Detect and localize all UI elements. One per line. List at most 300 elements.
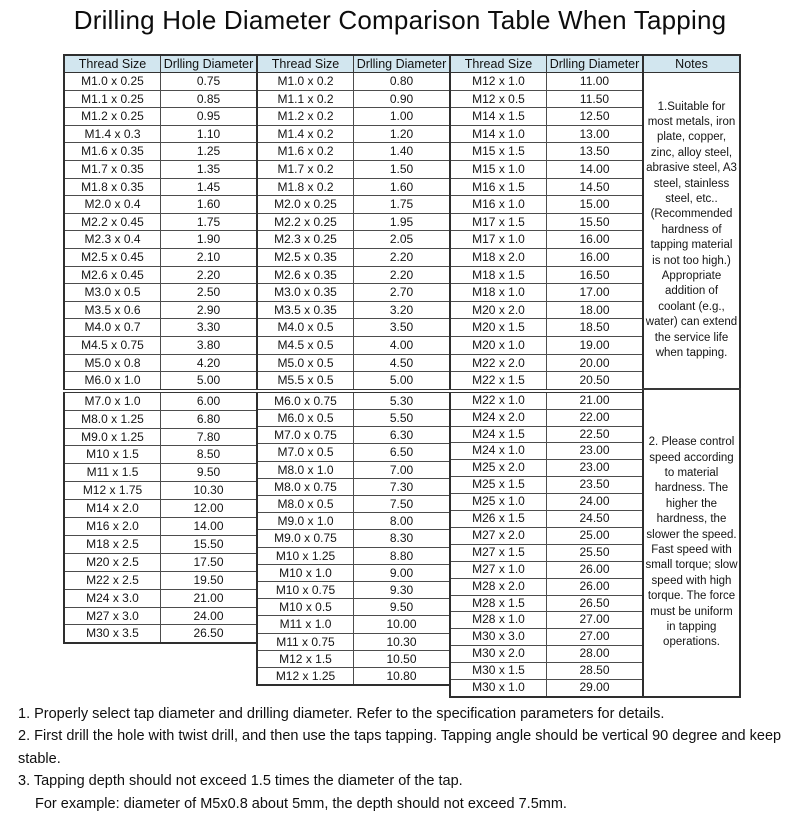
thread-size-cell: M30 x 2.0 <box>450 646 547 663</box>
table-row <box>450 680 643 697</box>
thread-size-cell: M5.5 x 0.5 <box>257 372 354 391</box>
table-row <box>64 535 257 553</box>
drilling-diameter-cell: 29.00 <box>547 680 644 697</box>
notes-column-header: Notes <box>643 55 740 73</box>
thread-size-cell: M27 x 2.0 <box>450 527 547 544</box>
thread-size-cell: M18 x 1.5 <box>450 266 547 284</box>
thread-size-cell: M1.2 x 0.2 <box>257 108 354 126</box>
drilling-diameter-cell: 6.00 <box>161 391 258 410</box>
table-row <box>257 354 450 372</box>
drilling-diameter-header: Drlling Diameter <box>547 55 644 73</box>
footer-note-2: 2. First drill the hole with twist drill, and then use the taps tapping. Tapping angle should be vertical 90 degree and keep stable. <box>18 728 782 767</box>
thread-size-cell: M25 x 1.0 <box>450 494 547 511</box>
table-row <box>450 511 643 528</box>
table-row <box>450 372 643 391</box>
drilling-diameter-cell: 17.50 <box>161 553 258 571</box>
thread-size-cell: M20 x 2.0 <box>450 301 547 319</box>
table-row <box>257 547 450 564</box>
thread-table-2 <box>256 54 451 686</box>
thread-size-cell: M3.5 x 0.35 <box>257 301 354 319</box>
table-row <box>450 426 643 443</box>
table-row <box>64 231 257 249</box>
table-row <box>257 372 450 391</box>
table-row <box>64 319 257 337</box>
table-row <box>450 178 643 196</box>
thread-size-cell: M14 x 1.0 <box>450 125 547 143</box>
table-row <box>257 231 450 249</box>
table-row <box>450 629 643 646</box>
drilling-diameter-cell: 26.00 <box>547 578 644 595</box>
thread-size-cell: M5.0 x 0.8 <box>64 354 161 372</box>
drilling-diameter-cell: 2.10 <box>161 248 258 266</box>
thread-size-cell: M7.0 x 1.0 <box>64 391 161 410</box>
thread-size-cell: M1.7 x 0.2 <box>257 160 354 178</box>
table-row <box>450 143 643 161</box>
table-row <box>450 578 643 595</box>
thread-size-cell: M3.0 x 0.5 <box>64 284 161 302</box>
drilling-diameter-cell: 9.00 <box>354 564 451 581</box>
thread-size-cell: M16 x 2.0 <box>64 518 161 536</box>
table-row <box>257 319 450 337</box>
thread-size-cell: M2.6 x 0.35 <box>257 266 354 284</box>
thread-size-cell: M17 x 1.0 <box>450 231 547 249</box>
table-row <box>257 427 450 444</box>
thread-size-cell: M1.1 x 0.25 <box>64 90 161 108</box>
thread-size-cell: M30 x 1.5 <box>450 663 547 680</box>
table-row <box>64 410 257 428</box>
thread-size-cell: M3.0 x 0.35 <box>257 284 354 302</box>
thread-size-cell: M14 x 2.0 <box>64 500 161 518</box>
table-row <box>64 301 257 319</box>
drilling-diameter-cell: 15.50 <box>547 213 644 231</box>
comparison-table-group <box>63 54 741 698</box>
thread-size-cell: M12 x 0.5 <box>450 90 547 108</box>
thread-size-cell: M27 x 3.0 <box>64 607 161 625</box>
drilling-diameter-cell: 8.80 <box>354 547 451 564</box>
table-row <box>450 284 643 302</box>
drilling-diameter-cell: 6.30 <box>354 427 451 444</box>
drilling-diameter-cell: 2.20 <box>354 248 451 266</box>
table-row <box>257 667 450 685</box>
drilling-diameter-cell: 2.20 <box>354 266 451 284</box>
table-row <box>450 354 643 372</box>
thread-size-cell: M2.2 x 0.25 <box>257 213 354 231</box>
thread-size-cell: M10 x 1.0 <box>257 564 354 581</box>
drilling-diameter-cell: 28.00 <box>547 646 644 663</box>
thread-size-cell: M20 x 1.5 <box>450 319 547 337</box>
table-row <box>64 482 257 500</box>
table-row <box>257 478 450 495</box>
drilling-diameter-cell: 1.45 <box>161 178 258 196</box>
notes-column <box>642 54 741 698</box>
drilling-diameter-cell: 1.25 <box>161 143 258 161</box>
table-row <box>450 319 643 337</box>
table-row <box>257 108 450 126</box>
drilling-diameter-cell: 1.75 <box>161 213 258 231</box>
table-row <box>64 108 257 126</box>
thread-size-cell: M22 x 1.0 <box>450 391 547 409</box>
thread-size-cell: M11 x 1.5 <box>64 464 161 482</box>
drilling-diameter-cell: 10.80 <box>354 667 451 685</box>
thread-size-cell: M11 x 1.0 <box>257 616 354 633</box>
page-title: Drilling Hole Diameter Comparison Table When Tapping <box>73 5 727 35</box>
table-row <box>450 73 643 91</box>
drilling-diameter-cell: 5.00 <box>161 372 258 391</box>
thread-size-cell: M8.0 x 0.5 <box>257 495 354 512</box>
table-row <box>450 90 643 108</box>
drilling-diameter-cell: 27.00 <box>547 612 644 629</box>
table-row <box>64 372 257 391</box>
drilling-diameter-cell: 1.35 <box>161 160 258 178</box>
drilling-diameter-cell: 5.30 <box>354 391 451 410</box>
thread-size-cell: M27 x 1.0 <box>450 561 547 578</box>
table-row <box>257 301 450 319</box>
drilling-diameter-cell: 1.95 <box>354 213 451 231</box>
table-row <box>257 461 450 478</box>
drilling-diameter-cell: 10.00 <box>354 616 451 633</box>
thread-size-cell: M6.0 x 1.0 <box>64 372 161 391</box>
drilling-diameter-cell: 6.50 <box>354 444 451 461</box>
thread-size-cell: M1.4 x 0.3 <box>64 125 161 143</box>
table-row <box>64 266 257 284</box>
thread-size-cell: M15 x 1.5 <box>450 143 547 161</box>
thread-size-cell: M25 x 2.0 <box>450 460 547 477</box>
table-row <box>450 460 643 477</box>
table-row <box>64 196 257 214</box>
table-row <box>257 650 450 667</box>
table-row <box>257 444 450 461</box>
thread-size-cell: M1.0 x 0.25 <box>64 73 161 91</box>
thread-size-cell: M8.0 x 0.75 <box>257 478 354 495</box>
thread-size-cell: M6.0 x 0.75 <box>257 391 354 410</box>
drilling-diameter-cell: 2.70 <box>354 284 451 302</box>
header-row <box>257 55 450 73</box>
drilling-diameter-cell: 16.00 <box>547 248 644 266</box>
drilling-diameter-cell: 1.50 <box>354 160 451 178</box>
thread-size-cell: M9.0 x 1.25 <box>64 428 161 446</box>
thread-size-cell: M12 x 1.5 <box>257 650 354 667</box>
table-row <box>64 284 257 302</box>
drilling-diameter-cell: 8.50 <box>161 446 258 464</box>
drilling-diameter-cell: 0.75 <box>161 73 258 91</box>
drilling-diameter-cell: 4.20 <box>161 354 258 372</box>
table-row <box>64 160 257 178</box>
table-row <box>257 90 450 108</box>
thread-size-cell: M25 x 1.5 <box>450 477 547 494</box>
drilling-diameter-cell: 20.00 <box>547 354 644 372</box>
thread-size-cell: M10 x 0.5 <box>257 599 354 616</box>
drilling-diameter-cell: 10.30 <box>161 482 258 500</box>
drilling-diameter-cell: 14.00 <box>161 518 258 536</box>
note-text-1: 1.Suitable for most metals, iron plate, copper, zinc, alloy steel, abrasive steel, A3 steel, stainless steel, etc..(Recommended hardness of tapping material is not too high.) Appropriate addition of coolant (e.g., water) can extend the service life when tapping. <box>643 73 740 390</box>
thread-size-cell: M6.0 x 0.5 <box>257 409 354 426</box>
thread-size-cell: M24 x 2.0 <box>450 409 547 426</box>
table-row <box>257 599 450 616</box>
thread-size-header: Thread Size <box>257 55 354 73</box>
thread-size-cell: M2.5 x 0.35 <box>257 248 354 266</box>
thread-size-cell: M12 x 1.0 <box>450 73 547 91</box>
table-row <box>450 544 643 561</box>
drilling-diameter-cell: 1.40 <box>354 143 451 161</box>
table-row <box>257 143 450 161</box>
thread-size-cell: M2.3 x 0.4 <box>64 231 161 249</box>
drilling-diameter-cell: 21.00 <box>547 391 644 409</box>
footer-notes <box>18 703 790 815</box>
drilling-diameter-cell: 16.50 <box>547 266 644 284</box>
table-row <box>257 125 450 143</box>
drilling-diameter-cell: 2.50 <box>161 284 258 302</box>
thread-size-cell: M2.0 x 0.4 <box>64 196 161 214</box>
table-row <box>257 178 450 196</box>
drilling-diameter-cell: 26.50 <box>161 625 258 643</box>
drilling-diameter-cell: 9.50 <box>161 464 258 482</box>
notes-header-row <box>643 55 740 73</box>
table-row <box>257 495 450 512</box>
drilling-diameter-cell: 1.20 <box>354 125 451 143</box>
thread-size-cell: M18 x 2.5 <box>64 535 161 553</box>
thread-size-cell: M30 x 3.0 <box>450 629 547 646</box>
thread-size-cell: M2.3 x 0.25 <box>257 231 354 249</box>
thread-size-cell: M20 x 2.5 <box>64 553 161 571</box>
drilling-diameter-cell: 24.00 <box>547 494 644 511</box>
drilling-diameter-cell: 4.00 <box>354 336 451 354</box>
drilling-diameter-cell: 3.50 <box>354 319 451 337</box>
drilling-diameter-cell: 22.00 <box>547 409 644 426</box>
table-row <box>64 446 257 464</box>
thread-size-cell: M10 x 1.5 <box>64 446 161 464</box>
drilling-diameter-cell: 0.90 <box>354 90 451 108</box>
table-row <box>450 663 643 680</box>
drilling-diameter-cell: 6.80 <box>161 410 258 428</box>
drilling-diameter-cell: 19.00 <box>547 336 644 354</box>
drilling-diameter-cell: 27.00 <box>547 629 644 646</box>
table-row <box>257 213 450 231</box>
thread-size-cell: M22 x 1.5 <box>450 372 547 391</box>
thread-size-cell: M10 x 0.75 <box>257 581 354 598</box>
thread-size-cell: M18 x 1.0 <box>450 284 547 302</box>
thread-size-cell: M7.0 x 0.5 <box>257 444 354 461</box>
header-row <box>450 55 643 73</box>
table-row <box>257 73 450 91</box>
drilling-diameter-cell: 28.50 <box>547 663 644 680</box>
drilling-diameter-cell: 2.05 <box>354 231 451 249</box>
drilling-diameter-cell: 26.00 <box>547 561 644 578</box>
table-row <box>257 513 450 530</box>
drilling-diameter-cell: 25.50 <box>547 544 644 561</box>
table-row <box>450 409 643 426</box>
drilling-diameter-cell: 18.50 <box>547 319 644 337</box>
thread-size-cell: M27 x 1.5 <box>450 544 547 561</box>
table-row <box>64 248 257 266</box>
drilling-diameter-cell: 9.50 <box>354 599 451 616</box>
drilling-diameter-cell: 12.00 <box>161 500 258 518</box>
table-row <box>257 581 450 598</box>
drilling-diameter-cell: 1.75 <box>354 196 451 214</box>
table-row <box>450 196 643 214</box>
table-row <box>257 160 450 178</box>
drilling-diameter-cell: 18.00 <box>547 301 644 319</box>
thread-size-cell: M1.8 x 0.2 <box>257 178 354 196</box>
notes-row <box>643 389 740 697</box>
drilling-diameter-cell: 2.20 <box>161 266 258 284</box>
table-row <box>450 213 643 231</box>
table-row <box>450 527 643 544</box>
drilling-diameter-cell: 9.30 <box>354 581 451 598</box>
thread-size-cell: M26 x 1.5 <box>450 511 547 528</box>
table-row <box>64 571 257 589</box>
thread-size-cell: M1.1 x 0.2 <box>257 90 354 108</box>
thread-size-cell: M9.0 x 1.0 <box>257 513 354 530</box>
table-row <box>257 530 450 547</box>
drilling-diameter-cell: 14.00 <box>547 160 644 178</box>
thread-size-cell: M28 x 1.5 <box>450 595 547 612</box>
drilling-diameter-cell: 1.90 <box>161 231 258 249</box>
thread-size-cell: M11 x 0.75 <box>257 633 354 650</box>
table-row <box>450 561 643 578</box>
thread-size-cell: M24 x 3.0 <box>64 589 161 607</box>
table-row <box>450 301 643 319</box>
table-row <box>64 213 257 231</box>
notes-row <box>643 73 740 390</box>
table-row <box>257 284 450 302</box>
thread-size-cell: M28 x 2.0 <box>450 578 547 595</box>
thread-size-cell: M1.4 x 0.2 <box>257 125 354 143</box>
drilling-diameter-cell: 23.50 <box>547 477 644 494</box>
drilling-diameter-cell: 0.85 <box>161 90 258 108</box>
thread-size-cell: M24 x 1.5 <box>450 426 547 443</box>
table-row <box>64 625 257 643</box>
drilling-diameter-cell: 1.00 <box>354 108 451 126</box>
thread-size-cell: M1.8 x 0.35 <box>64 178 161 196</box>
thread-size-cell: M12 x 1.75 <box>64 482 161 500</box>
drilling-diameter-cell: 3.20 <box>354 301 451 319</box>
thread-size-cell: M28 x 1.0 <box>450 612 547 629</box>
table-row <box>450 160 643 178</box>
thread-size-cell: M4.5 x 0.75 <box>64 336 161 354</box>
drilling-diameter-cell: 19.50 <box>161 571 258 589</box>
thread-size-cell: M8.0 x 1.25 <box>64 410 161 428</box>
drilling-diameter-cell: 23.00 <box>547 460 644 477</box>
table-row <box>450 494 643 511</box>
thread-size-cell: M14 x 1.5 <box>450 108 547 126</box>
thread-size-cell: M9.0 x 0.75 <box>257 530 354 547</box>
note-text-2: 2. Please control speed according to material hardness. The higher the hardness, the slower the speed. Fast speed with small torque; slow speed with high torque. The force must be uniform in tapping operations. <box>643 389 740 697</box>
thread-size-cell: M16 x 1.0 <box>450 196 547 214</box>
thread-size-cell: M17 x 1.5 <box>450 213 547 231</box>
footer-note-1: 1. Properly select tap diameter and drilling diameter. Refer to the specification parameters for details. <box>18 706 665 722</box>
table-row <box>64 607 257 625</box>
drilling-diameter-header: Drlling Diameter <box>161 55 258 73</box>
drilling-diameter-cell: 11.00 <box>547 73 644 91</box>
thread-size-cell: M12 x 1.25 <box>257 667 354 685</box>
drilling-diameter-cell: 0.95 <box>161 108 258 126</box>
thread-size-cell: M1.6 x 0.35 <box>64 143 161 161</box>
drilling-diameter-cell: 8.00 <box>354 513 451 530</box>
drilling-diameter-cell: 10.30 <box>354 633 451 650</box>
table-row <box>64 354 257 372</box>
table-row <box>257 248 450 266</box>
table-row <box>64 336 257 354</box>
thread-size-cell: M18 x 2.0 <box>450 248 547 266</box>
table-row <box>64 428 257 446</box>
table-row <box>450 595 643 612</box>
thread-size-cell: M1.7 x 0.35 <box>64 160 161 178</box>
thread-size-cell: M22 x 2.0 <box>450 354 547 372</box>
footer-note-example: For example: diameter of M5x0.8 about 5mm, the depth should not exceed 7.5mm. <box>35 795 567 812</box>
drilling-diameter-cell: 7.30 <box>354 478 451 495</box>
thread-size-cell: M1.2 x 0.25 <box>64 108 161 126</box>
thread-size-cell: M24 x 1.0 <box>450 443 547 460</box>
thread-size-cell: M30 x 1.0 <box>450 680 547 697</box>
drilling-diameter-cell: 16.00 <box>547 231 644 249</box>
thread-size-header: Thread Size <box>64 55 161 73</box>
table-row <box>450 248 643 266</box>
drilling-diameter-cell: 25.00 <box>547 527 644 544</box>
drilling-diameter-cell: 7.80 <box>161 428 258 446</box>
drilling-diameter-cell: 26.50 <box>547 595 644 612</box>
table-row <box>64 518 257 536</box>
drilling-diameter-cell: 15.50 <box>161 535 258 553</box>
table-row <box>257 266 450 284</box>
table-row <box>64 143 257 161</box>
table-row <box>257 616 450 633</box>
drilling-diameter-cell: 5.00 <box>354 372 451 391</box>
table-row <box>450 477 643 494</box>
table-row <box>64 464 257 482</box>
thread-size-cell: M16 x 1.5 <box>450 178 547 196</box>
table-row <box>64 90 257 108</box>
thread-table-3 <box>449 54 644 698</box>
drilling-diameter-header: Drlling Diameter <box>354 55 451 73</box>
thread-size-cell: M1.6 x 0.2 <box>257 143 354 161</box>
drilling-diameter-cell: 20.50 <box>547 372 644 391</box>
drilling-diameter-cell: 22.50 <box>547 426 644 443</box>
table-row <box>450 108 643 126</box>
table-row <box>64 589 257 607</box>
drilling-diameter-cell: 8.30 <box>354 530 451 547</box>
drilling-diameter-cell: 1.60 <box>161 196 258 214</box>
footer-note-3: 3. Tapping depth should not exceed 1.5 times the diameter of the tap. <box>18 773 463 790</box>
table-row <box>450 646 643 663</box>
drilling-diameter-cell: 15.00 <box>547 196 644 214</box>
table-row <box>257 633 450 650</box>
table-row <box>64 553 257 571</box>
thread-size-cell: M4.0 x 0.7 <box>64 319 161 337</box>
table-row <box>450 231 643 249</box>
drilling-diameter-cell: 12.50 <box>547 108 644 126</box>
drilling-diameter-cell: 24.00 <box>161 607 258 625</box>
thread-size-cell: M2.5 x 0.45 <box>64 248 161 266</box>
thread-size-cell: M15 x 1.0 <box>450 160 547 178</box>
table-row <box>64 391 257 410</box>
drilling-diameter-cell: 24.50 <box>547 511 644 528</box>
thread-size-cell: M7.0 x 0.75 <box>257 427 354 444</box>
drilling-diameter-cell: 4.50 <box>354 354 451 372</box>
table-row <box>450 612 643 629</box>
table-row <box>64 125 257 143</box>
table-row <box>450 391 643 409</box>
drilling-diameter-cell: 11.50 <box>547 90 644 108</box>
drilling-diameter-cell: 1.10 <box>161 125 258 143</box>
thread-size-cell: M20 x 1.0 <box>450 336 547 354</box>
drilling-diameter-cell: 1.60 <box>354 178 451 196</box>
table-row <box>450 443 643 460</box>
header-row <box>64 55 257 73</box>
thread-size-cell: M30 x 3.5 <box>64 625 161 643</box>
drilling-diameter-cell: 10.50 <box>354 650 451 667</box>
thread-size-cell: M1.0 x 0.2 <box>257 73 354 91</box>
drilling-diameter-cell: 7.00 <box>354 461 451 478</box>
